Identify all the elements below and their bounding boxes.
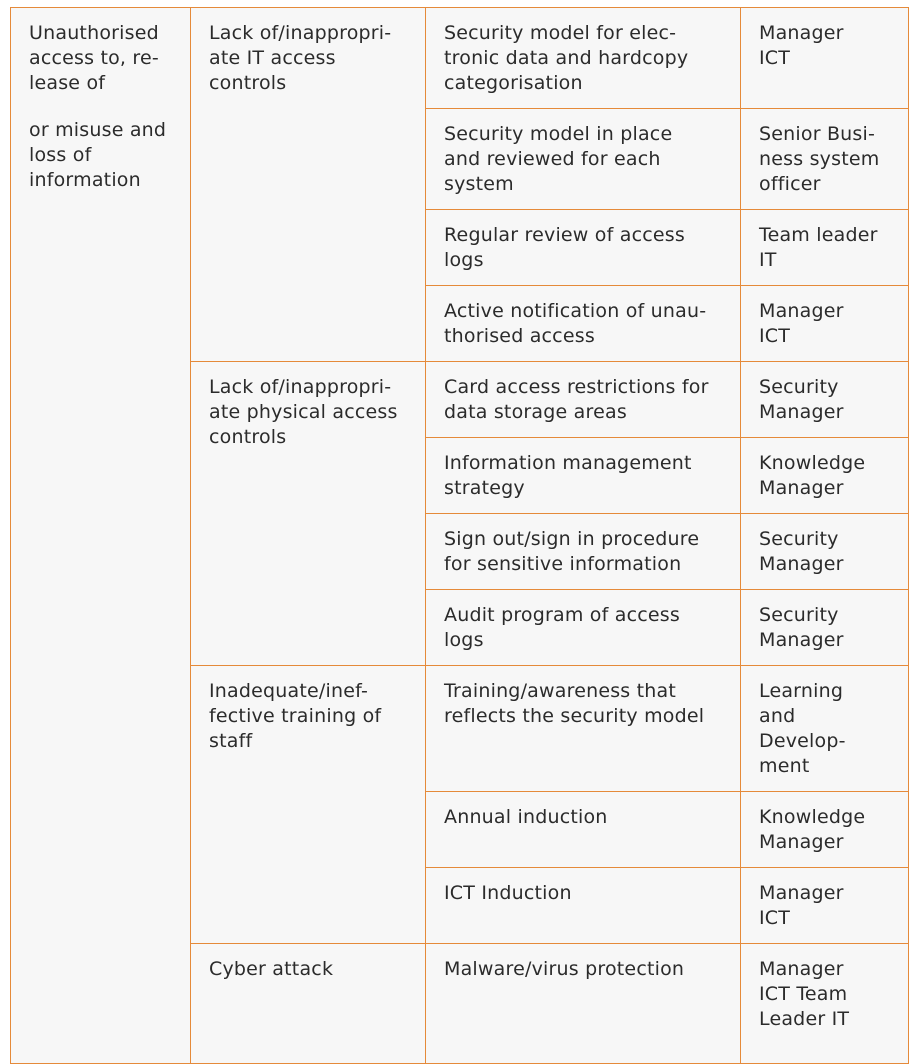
cause-cell: Inadequate/inef- fective training of staff: [191, 666, 426, 944]
risk-cell: [11, 8, 191, 1064]
owner-cell: Senior Busi- ness system officer: [741, 109, 909, 210]
owner-cell: Manager ICT: [741, 286, 909, 362]
cause-cell: Lack of/inappropri- ate IT access controls: [191, 8, 426, 362]
table-row: [11, 8, 909, 109]
control-cell: Annual induction: [426, 792, 741, 868]
owner-cell: Knowledge Manager: [741, 438, 909, 514]
control-cell: ICT Induction: [426, 868, 741, 944]
owner-cell: Manager ICT Team Leader IT: [741, 944, 909, 1064]
owner-cell: Knowledge Manager: [741, 792, 909, 868]
control-cell: Audit program of access logs: [426, 590, 741, 666]
control-cell: Information management strategy: [426, 438, 741, 514]
owner-cell: Manager ICT: [741, 868, 909, 944]
risk-control-table: [10, 7, 909, 1064]
control-cell: Malware/virus protection: [426, 944, 741, 1064]
control-cell: Training/awareness that reflects the security model: [426, 666, 741, 792]
cause-cell: Cyber attack: [191, 944, 426, 1064]
control-cell: Sign out/sign in procedure for sensitive information: [426, 514, 741, 590]
owner-cell: Team leader IT: [741, 210, 909, 286]
control-cell: Active notification of unau- thorised access: [426, 286, 741, 362]
control-cell: Security model for elec- tronic data and hardcopy categorisation: [426, 8, 741, 109]
risk-description-part-1: Unauthorised access to, re- lease of: [29, 22, 159, 94]
control-cell: Card access restrictions for data storage areas: [426, 362, 741, 438]
owner-cell: Learning and Develop- ment: [741, 666, 909, 792]
owner-cell: Security Manager: [741, 362, 909, 438]
control-cell: Regular review of access logs: [426, 210, 741, 286]
owner-cell: Manager ICT: [741, 8, 909, 109]
owner-cell: Security Manager: [741, 514, 909, 590]
control-cell: Security model in place and reviewed for each system: [426, 109, 741, 210]
owner-cell: Security Manager: [741, 590, 909, 666]
cause-cell: Lack of/inappropri- ate physical access controls: [191, 362, 426, 666]
risk-description-part-2: or misuse and loss of information: [29, 119, 167, 191]
